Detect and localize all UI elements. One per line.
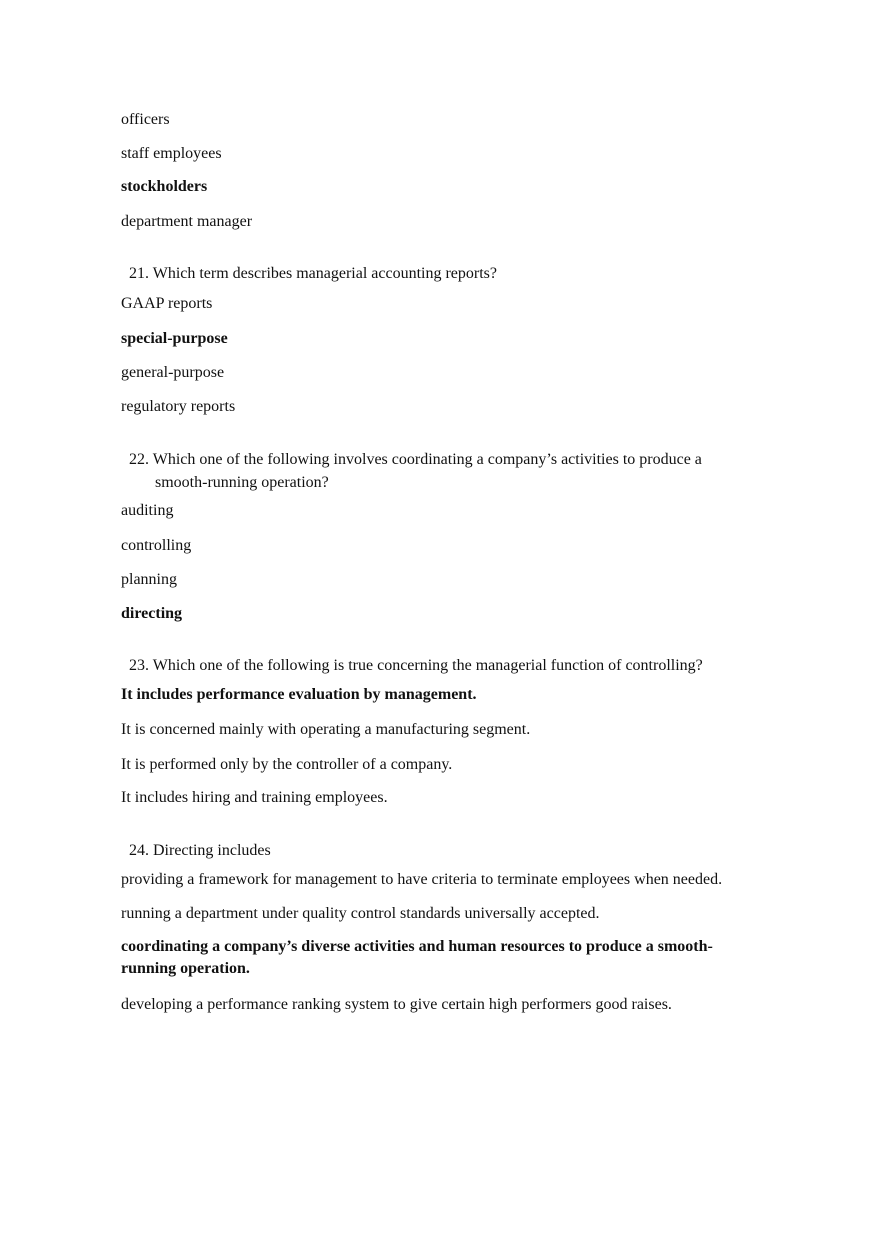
option: developing a performance ranking system to give certain high performers good raises. bbox=[121, 996, 672, 1013]
option: providing a framework for management to have criteria to terminate employees when needed. bbox=[121, 871, 723, 888]
option: auditing bbox=[121, 502, 174, 519]
question-21: 21. Which term describes managerial accounting reports? bbox=[129, 265, 498, 282]
option: staff employees bbox=[121, 145, 222, 162]
question-22: 22. Which one of the following involves coordinating a company’s activities to produce a bbox=[129, 451, 702, 468]
option: It is performed only by the controller of a company. bbox=[121, 756, 453, 773]
option: regulatory reports bbox=[121, 398, 236, 415]
correct-option: directing bbox=[121, 605, 183, 622]
option: controlling bbox=[121, 537, 192, 554]
option: It is concerned mainly with operating a manufacturing segment. bbox=[121, 721, 531, 738]
correct-option: coordinating a company’s diverse activities and human resources to produce a smooth- bbox=[121, 938, 713, 955]
question-22-cont: smooth-running operation? bbox=[155, 474, 329, 491]
option: planning bbox=[121, 571, 177, 588]
option: department manager bbox=[121, 213, 253, 230]
option: It includes hiring and training employees. bbox=[121, 789, 388, 806]
option: GAAP reports bbox=[121, 295, 213, 312]
question-23: 23. Which one of the following is true concerning the managerial function of controlling? bbox=[129, 657, 703, 674]
option: running a department under quality control standards universally accepted. bbox=[121, 905, 600, 922]
option: officers bbox=[121, 111, 170, 128]
question-24: 24. Directing includes bbox=[129, 842, 271, 859]
correct-option-cont: running operation. bbox=[121, 960, 250, 977]
correct-option: special-purpose bbox=[121, 330, 228, 347]
correct-option: stockholders bbox=[121, 178, 208, 195]
correct-option: It includes performance evaluation by management. bbox=[121, 686, 477, 703]
option: general-purpose bbox=[121, 364, 225, 381]
